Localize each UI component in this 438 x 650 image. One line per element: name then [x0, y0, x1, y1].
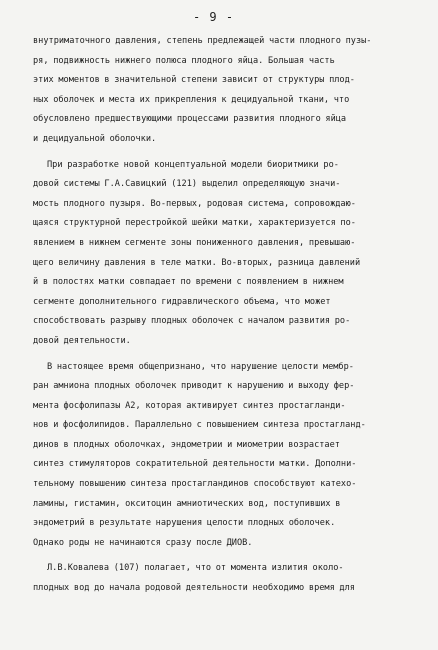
text-line: динов в плодных оболочках, эндометрии и миометрии возрастает	[33, 439, 340, 450]
text-line: тельному повышению синтеза простагландинов способствуют катехо-	[33, 479, 357, 490]
text-line: мента фосфолипазы А2, которая активирует синтез простагланди-	[33, 400, 346, 411]
text-line: мость плодного пузыря. Во-первых, родовая система, сопровождаю-	[33, 198, 356, 209]
text-line: ламины, гистамин, окситоцин амниотических вод, поступивших в	[33, 498, 341, 509]
text-line: щего величину давления в теле матки. Во-вторых, разница давлений	[33, 257, 361, 268]
text-line: нов и фосфолипидов. Параллельно с повышением синтеза простагланд-	[33, 420, 366, 431]
text-line: щаяся структурной перестройкой шейки матки, характеризуется по-	[33, 218, 356, 229]
text-line: Л.В.Ковалева (107) полагает, что от момента излития около-	[47, 563, 344, 574]
text-line: синтез стимуляторов сократительной деятельности матки. Дополни-	[33, 459, 357, 470]
text-line: и децидуальной оболочки.	[33, 133, 157, 144]
text-line: явлением в нижнем сегменте зоны пониженного давления, превышаю-	[33, 237, 356, 248]
text-line: В настоящее время общепризнано, что нарушение целости мембр-	[47, 361, 354, 372]
text-line: довой системы Г.А.Савицкий (121) выделил определяющую значи-	[33, 179, 341, 190]
paragraph-3	[33, 358, 394, 554]
text-line: способствовать разрыву плодных оболочек с началом развития ро-	[33, 316, 351, 327]
text-line: плодных вод до начала родовой деятельности необходимо время для	[33, 583, 355, 594]
text-line: обусловлено предшествующими процессами развития плодного яйца	[33, 114, 347, 125]
text-line: довой деятельности.	[33, 335, 131, 346]
text-line: эндометрий в результате нарушения целости плодных оболочек.	[33, 518, 336, 529]
page-number: - 9 -	[192, 10, 235, 24]
text-line: внутриматочного давления, степень предлежащей части плодного пузы-	[33, 36, 372, 46]
paragraph-1	[33, 32, 394, 150]
text-line: ря, подвижность нижнего полюса плодного яйца. Большая часть	[33, 55, 335, 66]
paragraph-2	[33, 156, 394, 352]
paragraph-4	[33, 559, 394, 598]
text-line: этих моментов в значительной степени зависит от структуры плод-	[33, 75, 355, 86]
text-line: ран амниона плодных оболочек приводит к нарушению и выходу фер-	[33, 381, 355, 392]
text-line: сегменте дополнительного гидравлического объема, что может	[33, 296, 331, 307]
text-line: Однако роды не начинаются сразу после ДИОВ.	[33, 537, 253, 548]
text-line: й в полостях матки совпадает по времени с появлением в нижнем	[33, 277, 344, 288]
text-line: ных оболочек и места их прикрепления к децидуальной ткани, что	[33, 94, 350, 105]
text-line: При разработке новой концептуальной модели биоритмики ро-	[47, 159, 339, 170]
